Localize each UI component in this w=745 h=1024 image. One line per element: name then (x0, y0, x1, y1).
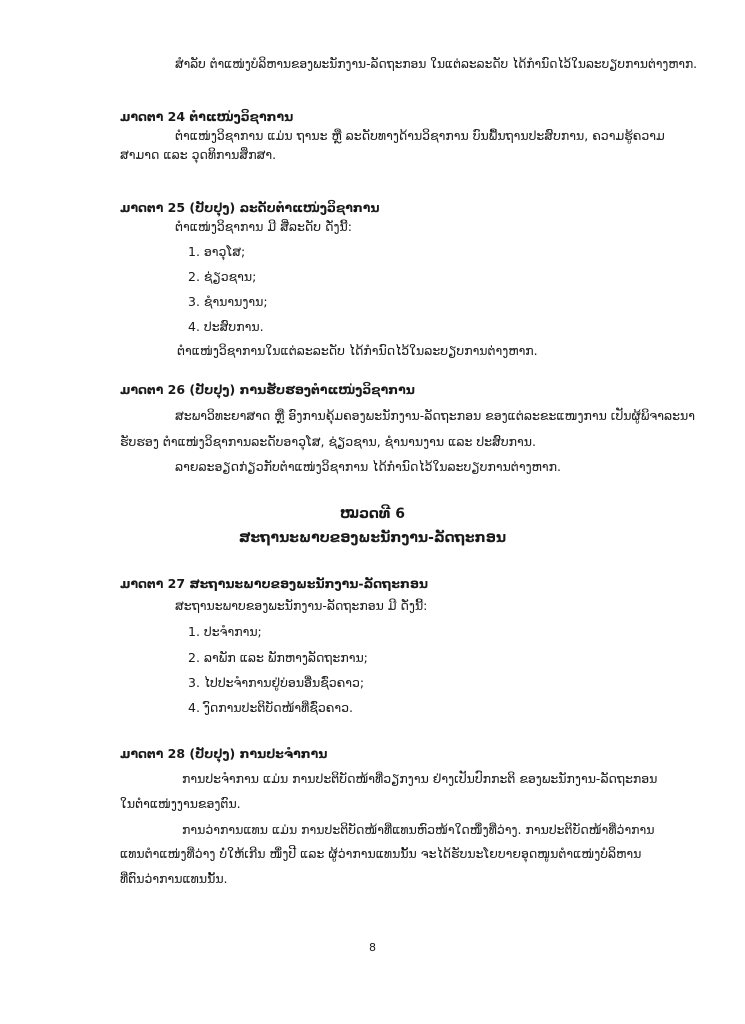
article-28-text-line-2: ໃນຕຳແໜ່ງງານຂອງຕົນ. (120, 796, 241, 811)
article-27-heading: ມາດຕາ 27 ສະຖານະພາບຂອງພະນັກງານ-ລັດຖະກອນ (120, 576, 429, 591)
article-27-item-3: 3. ໄປປະຈຳການຢູ່ບ່ອນອື່ນຊົ່ວຄາວ; (188, 675, 365, 690)
article-27-item-4: 4. ງົດການປະຕິບັດໜ້າທີ່ຊົ່ວຄາວ. (188, 700, 354, 715)
article-26-text-line-2: ຮັບຮອງ ຕຳແໜ່ງວິຊາການລະດັບອາວຸໂສ, ຊ່ຽວຊານ, ຊຳນານງານ ແລະ ປະສົບການ. (120, 434, 536, 449)
article-28-text-line-4: ແທນຕຳແໜ່ງທີ່ວ່າງ ບໍ່ໃຫ້ເກີນ ໜຶ່ງປີ ແລະ ຜູ້ວ່າການແທນນັ້ນ ຈະໄດ້ຮັບນະໂຍບາຍອຸດໜູນຕຳແໜ່ງບໍລິຫານ (120, 846, 642, 861)
article-28-heading: ມາດຕາ 28 (ປັບປຸງ) ການປະຈຳການ (120, 746, 328, 761)
article-28-text-line-1: ການປະຈຳການ ແມ່ນ ການປະຕິບັດໜ້າທີ່ວຽກງານ ຢ່າງເປັນປົກກະຕິ ຂອງພະນັກງານ-ລັດຖະກອນ (182, 771, 658, 786)
article-27-intro: ສະຖານະພາບຂອງພະນັກງານ-ລັດຖະກອນ ມີ ດັ່ງນີ້: (175, 598, 428, 613)
article-25-item-3: 3. ຊຳນານງານ; (188, 294, 268, 309)
intro-paragraph: ສຳລັບ ຕຳແໜ່ງບໍລິຫານຂອງພະນັກງານ-ລັດຖະກອນ ໃນແຕ່ລະລະດັບ ໄດ້ກຳນົດໄວ້ໃນລະບຽບການຕ່າງຫາກ. (175, 57, 698, 71)
article-25-item-4: 4. ປະສົບການ. (188, 319, 264, 334)
article-24-text-line-2: ສາມາດ ແລະ ວຸດທິການສຶກສາ. (120, 147, 277, 162)
article-26-heading: ມາດຕາ 26 (ປັບປຸງ) ການຮັບຮອງຕຳແໜ່ງວິຊາການ (120, 382, 415, 397)
article-24-heading: ມາດຕາ 24 ຕຳແໜ່ງວິຊາການ (120, 109, 294, 124)
article-26-text-line-1: ສະພາວິທະຍາສາດ ຫຼື ອົງການຄຸ້ມຄອງພະນັກງານ-ລັດຖະກອນ ຂອງແຕ່ລະຂະແໜງການ ເປັນຜູ້ພິຈາລະນາ (175, 408, 696, 423)
chapter-title: ສະຖານະພາບຂອງພະນັກງານ-ລັດຖະກອນ (238, 530, 507, 546)
article-27-item-1: 1. ປະຈຳການ; (188, 624, 262, 639)
article-25-item-2: 2. ຊ່ຽວຊານ; (188, 269, 257, 284)
article-24-text-line-1: ຕຳແໜ່ງວິຊາການ ແມ່ນ ຖານະ ຫຼື ລະດັບທາງດ້ານວິຊາການ ບົນພື້ນຖານປະສົບການ, ຄວາມຮູ້ຄວາມ (175, 128, 665, 143)
page-number: 8 (369, 941, 376, 954)
article-25-closing: ຕຳແໜ່ງວິຊາການໃນແຕ່ລະລະດັບ ໄດ້ກຳນົດໄວ້ໃນລະບຽບການຕ່າງຫາກ. (177, 343, 538, 358)
chapter-number: ໝວດທີ 6 (339, 506, 406, 522)
article-25-heading: ມາດຕາ 25 (ປັບປຸງ) ລະດັບຕຳແໜ່ງວິຊາການ (120, 200, 380, 215)
article-25-intro: ຕຳແໜ່ງວິຊາການ ມີ ສີ່ລະດັບ ດັ່ງນີ້: (175, 219, 352, 234)
article-28-text-line-5: ທີ່ຕົນວ່າການແທນນັ້ນ. (120, 871, 228, 886)
article-27-item-2: 2. ລາພັກ ແລະ ພັກຫາງລັດຖະການ; (188, 650, 368, 665)
article-26-text-line-3: ລາຍລະອຽດກ່ຽວກັບຕຳແໜ່ງວິຊາການ ໄດ້ກຳນົດໄວ້ໃນລະບຽບການຕ່າງຫາກ. (175, 459, 561, 474)
article-25-item-1: 1. ອາວຸໂສ; (188, 244, 246, 259)
article-28-text-line-3: ການວ່າການແທນ ແມ່ນ ການປະຕິບັດໜ້າທີ່ແທນຫົວໜ້າໃດໜຶ່ງທີ່ວ່າງ. ການປະຕິບັດໜ້າທີ່ວ່າການ (182, 822, 655, 837)
